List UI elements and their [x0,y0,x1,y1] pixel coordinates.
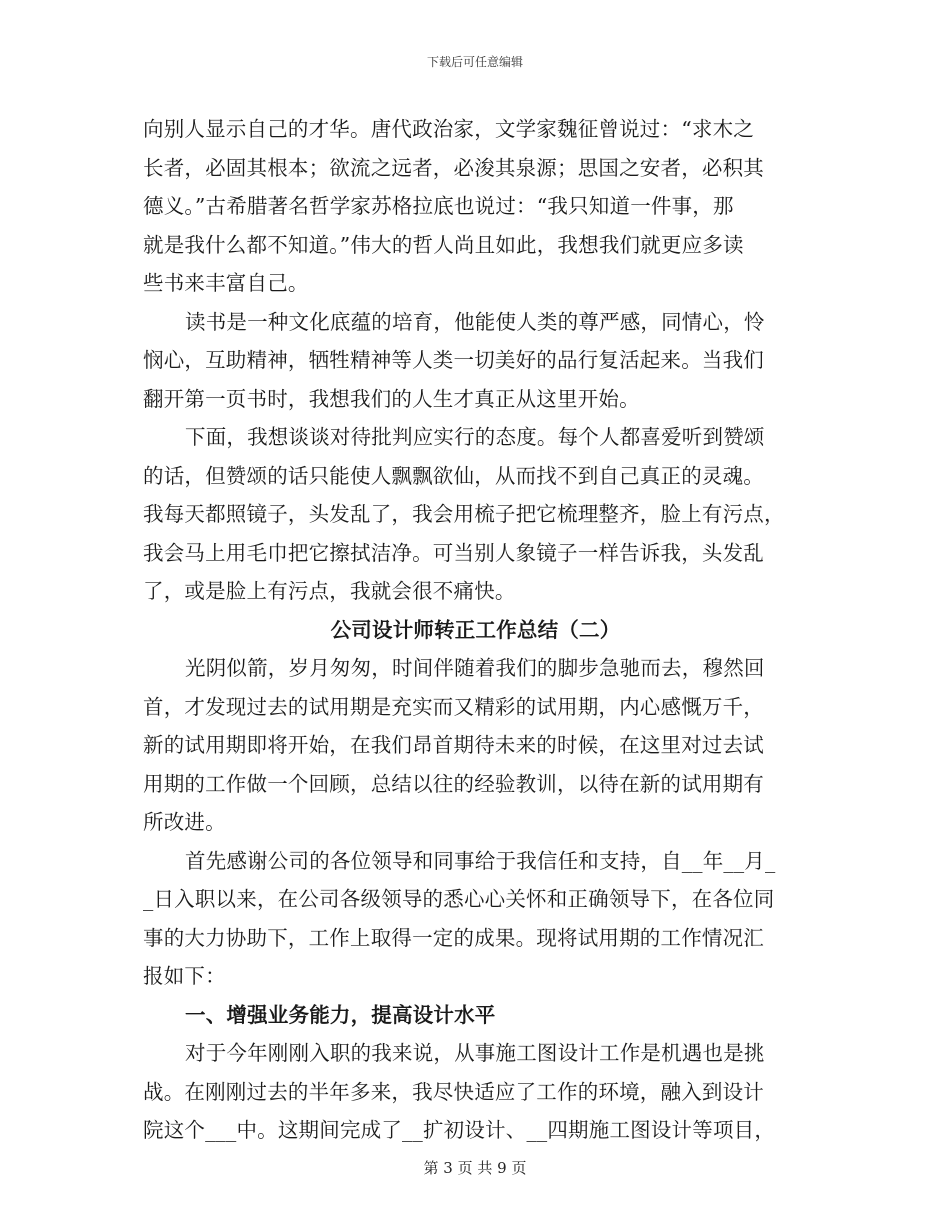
text-line: 报如下： [143,964,226,988]
section-title: 公司设计师转正工作总结（二） [330,617,621,642]
text-line: 翻开第一页书时，我想我们的人生才真正从这里开始。 [143,386,640,411]
text-line: 用期的工作做一个回顾，总结以往的经验教训，以待在新的试用期有 [143,771,764,796]
text-line: 向别人显示自己的才华。唐代政治家，文学家魏征曾说过：“求木之 [143,117,754,141]
text-line: 院这个___中。这期间完成了__扩初设计、__四期施工图设计等项目， [143,1118,776,1142]
document-body [143,110,808,1150]
text-line: 事的大力协助下，工作上取得一定的成果。现将试用期的工作情况汇 [143,925,764,950]
page-footer: 第 3 页 共 9 页 [423,1159,527,1177]
text-line: 就是我什么都不知道。”伟大的哲人尚且如此，我想我们就更应多读 [143,232,744,257]
text-line: 德义。”古希腊著名哲学家苏格拉底也说过：“我只知道一件事，那 [143,194,734,218]
text-line: 悯心，互助精神，牺牲精神等人类一切美好的品行复活起来。当我们 [143,348,764,372]
text-line: 了，或是脸上有污点，我就会很不痛快。 [143,579,516,603]
paragraph-first-line: 首先感谢公司的各位领导和同事给于我信任和支持，自__年__月_ [185,848,776,873]
text-line: 些书来丰富自己。 [143,271,309,295]
text-line: 的话，但赞颂的话只能使人飘飘欲仙，从而找不到自己真正的灵魂。 [143,463,764,488]
text-line: 长者，必固其根本；欲流之远者，必浚其泉源；思国之安者，必积其 [143,155,764,180]
paragraph-first-line: 读书是一种文化底蕴的培育，他能使人类的尊严感，同情心，怜 [185,309,765,334]
paragraph-first-line: 对于今年刚刚入职的我来说，从事施工图设计工作是机遇也是挑 [185,1041,765,1065]
paragraph-first-line: 光阴似箭，岁月匆匆，时间伴随着我们的脚步急驰而去，穆然回 [185,656,765,680]
text-line: 首，才发现过去的试用期是充实而又精彩的试用期，内心感慨万千， [143,694,764,719]
text-line: 我会马上用毛巾把它擦拭洁净。可当别人象镜子一样告诉我，头发乱 [143,540,764,565]
paragraph-first-line: 下面，我想谈谈对待批判应实行的态度。每个人都喜爱听到赞颂 [185,425,765,449]
subsection-heading: 一、增强业务能力，提高设计水平 [185,1002,496,1027]
page-header: 下载后可任意编辑 [426,55,523,69]
text-line: _日入职以来，在公司各级领导的悉心心关怀和正确领导下，在各位同 [143,887,775,911]
text-line: 战。在刚刚过去的半年多来，我尽快适应了工作的环境，融入到设计 [143,1079,764,1104]
text-line: 新的试用期即将开始，在我们昂首期待未来的时候，在这里对过去试 [143,733,764,757]
text-line: 我每天都照镜子，头发乱了，我会用梳子把它梳理整齐，脸上有污点， [143,502,785,526]
text-line: 所改进。 [143,810,226,834]
